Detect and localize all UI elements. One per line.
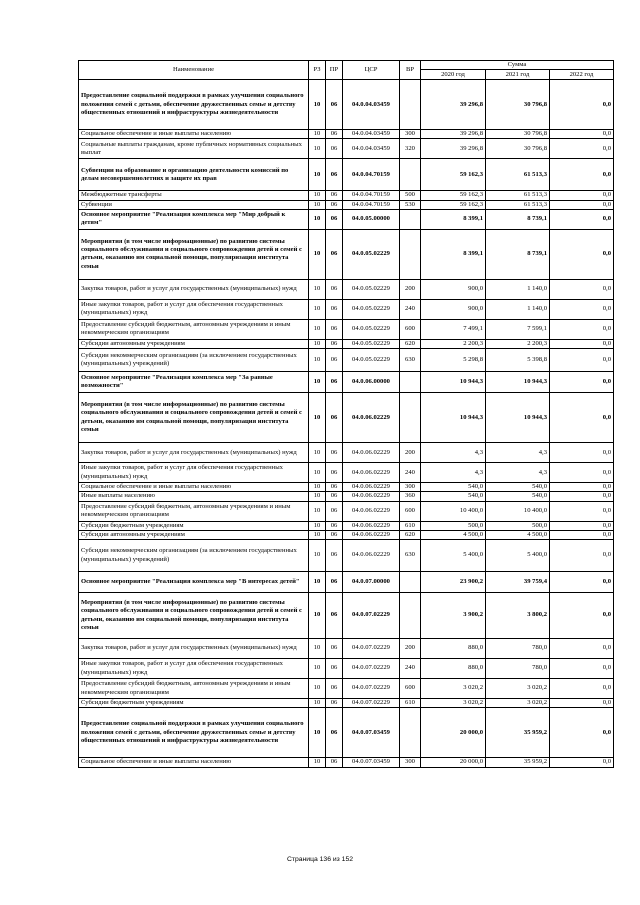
table-row <box>79 130 614 139</box>
row-name: Социальное обеспечение и иные выплаты населению <box>79 130 309 139</box>
row-sum-2022: 0,0 <box>550 593 614 639</box>
row-sum-2022: 0,0 <box>550 679 614 699</box>
row-vr: 240 <box>400 463 421 483</box>
row-pr: 06 <box>326 463 343 483</box>
row-sum-2021: 1 140,0 <box>486 299 550 319</box>
row-sum-2022: 0,0 <box>550 530 614 539</box>
row-sum-2021: 4 500,0 <box>486 530 550 539</box>
row-rz: 10 <box>309 159 326 191</box>
row-sum-2022: 0,0 <box>550 483 614 492</box>
row-pr: 06 <box>326 209 343 229</box>
row-sum-2021: 4,3 <box>486 463 550 483</box>
row-sum-2021: 61 513,3 <box>486 200 550 209</box>
header-pr: ПР <box>326 61 343 80</box>
row-sum-2021: 5 398,8 <box>486 349 550 372</box>
row-rz: 10 <box>309 530 326 539</box>
row-vr: 200 <box>400 443 421 463</box>
row-csr: 04.0.06.02229 <box>343 393 400 443</box>
row-vr <box>400 159 421 191</box>
row-vr <box>400 708 421 758</box>
row-name: Субсидии автономным учреждениям <box>79 339 309 348</box>
row-pr: 06 <box>326 372 343 393</box>
row-name: Мероприятия (в том числе информационные) по развитию системы социального обслуживания и социального сопровождения детей и семей с детьми, оказанию им социальной помощи, популяризация института семьи <box>79 229 309 279</box>
row-sum-2020: 4,3 <box>421 443 486 463</box>
row-csr: 04.0.04.03459 <box>343 80 400 130</box>
table-row <box>79 200 614 209</box>
row-pr: 06 <box>326 659 343 679</box>
row-pr: 06 <box>326 572 343 593</box>
table-row <box>79 372 614 393</box>
row-pr: 06 <box>326 443 343 463</box>
row-sum-2022: 0,0 <box>550 191 614 200</box>
row-sum-2022: 0,0 <box>550 758 614 767</box>
row-sum-2022: 0,0 <box>550 299 614 319</box>
table-row <box>79 349 614 372</box>
row-sum-2020: 900,0 <box>421 279 486 299</box>
document-page <box>78 60 613 768</box>
row-name: Предоставление субсидий бюджетным, автономным учреждениям и иным некоммерческим организациям <box>79 319 309 339</box>
table-row <box>79 679 614 699</box>
table-row <box>79 639 614 659</box>
row-vr <box>400 372 421 393</box>
row-name: Основное мероприятие "Реализация комплекса мер "В интересах детей" <box>79 572 309 593</box>
row-vr: 300 <box>400 758 421 767</box>
row-sum-2022: 0,0 <box>550 229 614 279</box>
row-csr: 04.0.06.02229 <box>343 540 400 572</box>
row-sum-2021: 780,0 <box>486 659 550 679</box>
row-csr: 04.0.07.02229 <box>343 699 400 708</box>
row-name: Социальные выплаты гражданам, кроме публичных нормативных социальных выплат <box>79 139 309 159</box>
row-sum-2020: 39 296,8 <box>421 130 486 139</box>
row-csr: 04.0.07.02229 <box>343 659 400 679</box>
row-csr: 04.0.06.00000 <box>343 372 400 393</box>
row-sum-2022: 0,0 <box>550 130 614 139</box>
row-name: Субвенции <box>79 200 309 209</box>
row-csr: 04.0.05.02229 <box>343 339 400 348</box>
row-rz: 10 <box>309 593 326 639</box>
row-rz: 10 <box>309 679 326 699</box>
row-sum-2020: 3 900,2 <box>421 593 486 639</box>
row-vr: 530 <box>400 200 421 209</box>
row-pr: 06 <box>326 139 343 159</box>
row-sum-2020: 10 944,3 <box>421 372 486 393</box>
row-sum-2020: 59 162,3 <box>421 200 486 209</box>
row-rz: 10 <box>309 279 326 299</box>
row-rz: 10 <box>309 639 326 659</box>
row-name: Социальное обеспечение и иные выплаты населению <box>79 758 309 767</box>
row-csr: 04.0.07.02229 <box>343 593 400 639</box>
row-vr: 240 <box>400 659 421 679</box>
row-csr: 04.0.06.02229 <box>343 521 400 530</box>
table-row <box>79 339 614 348</box>
row-rz: 10 <box>309 492 326 501</box>
row-rz: 10 <box>309 483 326 492</box>
row-sum-2022: 0,0 <box>550 372 614 393</box>
row-rz: 10 <box>309 463 326 483</box>
row-vr: 300 <box>400 483 421 492</box>
row-sum-2022: 0,0 <box>550 279 614 299</box>
row-csr: 04.0.04.03459 <box>343 130 400 139</box>
row-rz: 10 <box>309 200 326 209</box>
row-csr: 04.0.07.02229 <box>343 679 400 699</box>
row-pr: 06 <box>326 593 343 639</box>
row-sum-2020: 900,0 <box>421 299 486 319</box>
row-sum-2022: 0,0 <box>550 339 614 348</box>
table-row <box>79 492 614 501</box>
row-sum-2020: 880,0 <box>421 639 486 659</box>
table-row <box>79 393 614 443</box>
row-pr: 06 <box>326 708 343 758</box>
row-pr: 06 <box>326 80 343 130</box>
row-sum-2020: 5 298,8 <box>421 349 486 372</box>
table-row <box>79 159 614 191</box>
row-pr: 06 <box>326 492 343 501</box>
row-sum-2020: 500,0 <box>421 521 486 530</box>
row-pr: 06 <box>326 159 343 191</box>
table-row <box>79 758 614 767</box>
row-csr: 04.0.06.02229 <box>343 501 400 521</box>
header-year-2022: 2022 год <box>550 70 614 80</box>
table-row <box>79 593 614 639</box>
row-vr: 300 <box>400 130 421 139</box>
row-rz: 10 <box>309 708 326 758</box>
row-sum-2021: 5 400,0 <box>486 540 550 572</box>
table-row <box>79 279 614 299</box>
row-csr: 04.0.05.00000 <box>343 209 400 229</box>
table-row <box>79 572 614 593</box>
row-vr: 630 <box>400 349 421 372</box>
row-rz: 10 <box>309 339 326 348</box>
table-row <box>79 319 614 339</box>
row-rz: 10 <box>309 758 326 767</box>
row-pr: 06 <box>326 229 343 279</box>
row-rz: 10 <box>309 443 326 463</box>
row-sum-2022: 0,0 <box>550 209 614 229</box>
header-sum: Сумма <box>421 61 614 70</box>
row-vr: 600 <box>400 679 421 699</box>
row-sum-2020: 10 944,3 <box>421 393 486 443</box>
row-name: Мероприятия (в том числе информационные) по развитию системы социального обслуживания и социального сопровождения детей и семей с детьми, оказанию им социальной помощи, популяризация института семьи <box>79 593 309 639</box>
table-row <box>79 299 614 319</box>
row-csr: 04.0.04.70159 <box>343 159 400 191</box>
row-csr: 04.0.04.03459 <box>343 139 400 159</box>
row-sum-2020: 10 400,0 <box>421 501 486 521</box>
row-pr: 06 <box>326 191 343 200</box>
row-csr: 04.0.07.02229 <box>343 639 400 659</box>
row-sum-2022: 0,0 <box>550 540 614 572</box>
row-sum-2020: 5 400,0 <box>421 540 486 572</box>
row-pr: 06 <box>326 393 343 443</box>
row-sum-2021: 10 400,0 <box>486 501 550 521</box>
row-sum-2021: 39 759,4 <box>486 572 550 593</box>
row-sum-2022: 0,0 <box>550 659 614 679</box>
table-row <box>79 501 614 521</box>
row-name: Субсидии автономным учреждениям <box>79 530 309 539</box>
header-csr: ЦСР <box>343 61 400 80</box>
row-vr: 600 <box>400 501 421 521</box>
table-row <box>79 659 614 679</box>
row-name: Субсидии некоммерческим организациям (за исключением государственных (муниципальных) учреждений) <box>79 349 309 372</box>
row-pr: 06 <box>326 699 343 708</box>
row-sum-2022: 0,0 <box>550 699 614 708</box>
row-sum-2021: 35 959,2 <box>486 758 550 767</box>
row-sum-2020: 4 500,0 <box>421 530 486 539</box>
row-rz: 10 <box>309 139 326 159</box>
row-sum-2021: 3 800,2 <box>486 593 550 639</box>
row-sum-2021: 8 739,1 <box>486 209 550 229</box>
row-vr <box>400 229 421 279</box>
row-name: Межбюджетные трансферты <box>79 191 309 200</box>
row-name: Мероприятия (в том числе информационные) по развитию системы социального обслуживания и социального сопровождения детей и семей с детьми, оказанию им социальной помощи, популяризация института семьи <box>79 393 309 443</box>
row-sum-2020: 20 000,0 <box>421 758 486 767</box>
header-vr: ВР <box>400 61 421 80</box>
row-sum-2021: 30 796,8 <box>486 80 550 130</box>
row-csr: 04.0.06.02229 <box>343 463 400 483</box>
row-sum-2020: 880,0 <box>421 659 486 679</box>
row-pr: 06 <box>326 319 343 339</box>
row-name: Основное мероприятие "Реализация комплекса мер "Мир добрый к детям" <box>79 209 309 229</box>
row-csr: 04.0.05.02229 <box>343 349 400 372</box>
header-year-2020: 2020 год <box>421 70 486 80</box>
row-name: Предоставление субсидий бюджетным, автономным учреждениям и иным некоммерческим организациям <box>79 501 309 521</box>
row-pr: 06 <box>326 200 343 209</box>
row-name: Основное мероприятие "Реализация комплекса мер "За равные возможности" <box>79 372 309 393</box>
row-name: Иные закупки товаров, работ и услуг для обеспечения государственных (муниципальных) нужд <box>79 299 309 319</box>
row-sum-2021: 61 513,3 <box>486 191 550 200</box>
row-sum-2022: 0,0 <box>550 521 614 530</box>
table-row <box>79 443 614 463</box>
row-sum-2021: 540,0 <box>486 492 550 501</box>
table-row <box>79 483 614 492</box>
row-sum-2022: 0,0 <box>550 319 614 339</box>
row-csr: 04.0.07.03459 <box>343 758 400 767</box>
row-vr: 620 <box>400 339 421 348</box>
row-vr <box>400 80 421 130</box>
row-vr <box>400 572 421 593</box>
row-rz: 10 <box>309 393 326 443</box>
row-pr: 06 <box>326 679 343 699</box>
row-name: Закупка товаров, работ и услуг для государственных (муниципальных) нужд <box>79 639 309 659</box>
row-sum-2022: 0,0 <box>550 708 614 758</box>
page-number: Страница 136 из 152 <box>286 856 354 863</box>
row-sum-2020: 2 200,3 <box>421 339 486 348</box>
row-sum-2021: 1 140,0 <box>486 279 550 299</box>
row-sum-2020: 59 162,3 <box>421 191 486 200</box>
row-name: Субсидии некоммерческим организациям (за исключением государственных (муниципальных) учреждений) <box>79 540 309 572</box>
row-csr: 04.0.06.02229 <box>343 483 400 492</box>
header-name: Наименование <box>79 61 309 80</box>
row-sum-2021: 500,0 <box>486 521 550 530</box>
row-sum-2020: 540,0 <box>421 483 486 492</box>
row-rz: 10 <box>309 229 326 279</box>
row-pr: 06 <box>326 339 343 348</box>
header-rz: РЗ <box>309 61 326 80</box>
row-sum-2022: 0,0 <box>550 200 614 209</box>
row-sum-2021: 61 513,3 <box>486 159 550 191</box>
row-pr: 06 <box>326 130 343 139</box>
table-row <box>79 191 614 200</box>
row-rz: 10 <box>309 372 326 393</box>
row-sum-2021: 30 796,8 <box>486 139 550 159</box>
row-vr: 610 <box>400 699 421 708</box>
row-sum-2021: 2 200,3 <box>486 339 550 348</box>
table-row <box>79 540 614 572</box>
row-vr <box>400 209 421 229</box>
row-sum-2020: 7 499,1 <box>421 319 486 339</box>
row-name: Социальное обеспечение и иные выплаты населению <box>79 483 309 492</box>
row-rz: 10 <box>309 521 326 530</box>
table-row <box>79 209 614 229</box>
row-vr <box>400 593 421 639</box>
row-sum-2021: 10 944,3 <box>486 393 550 443</box>
row-rz: 10 <box>309 699 326 708</box>
row-sum-2021: 540,0 <box>486 483 550 492</box>
row-pr: 06 <box>326 758 343 767</box>
budget-table <box>78 60 614 768</box>
row-csr: 04.0.05.02229 <box>343 299 400 319</box>
row-name: Предоставление социальной поддержки в рамках улучшения социального положения семей с детьми, обеспечение дружественных семье и детству общественных отношений и инфраструктуры жизнедеятельности <box>79 708 309 758</box>
row-sum-2020: 23 900,2 <box>421 572 486 593</box>
row-csr: 04.0.06.02229 <box>343 443 400 463</box>
row-csr: 04.0.07.00000 <box>343 572 400 593</box>
row-csr: 04.0.06.02229 <box>343 492 400 501</box>
row-sum-2022: 0,0 <box>550 393 614 443</box>
table-row <box>79 521 614 530</box>
table-row <box>79 708 614 758</box>
row-rz: 10 <box>309 319 326 339</box>
row-sum-2022: 0,0 <box>550 501 614 521</box>
row-sum-2021: 35 959,2 <box>486 708 550 758</box>
row-vr: 200 <box>400 279 421 299</box>
row-sum-2021: 3 020,2 <box>486 699 550 708</box>
row-sum-2022: 0,0 <box>550 572 614 593</box>
row-name: Иные закупки товаров, работ и услуг для обеспечения государственных (муниципальных) нужд <box>79 659 309 679</box>
row-sum-2021: 780,0 <box>486 639 550 659</box>
table-row <box>79 699 614 708</box>
row-sum-2021: 10 944,3 <box>486 372 550 393</box>
row-rz: 10 <box>309 659 326 679</box>
row-rz: 10 <box>309 191 326 200</box>
row-sum-2021: 3 020,2 <box>486 679 550 699</box>
row-sum-2020: 39 296,8 <box>421 80 486 130</box>
row-csr: 04.0.06.02229 <box>343 530 400 539</box>
row-sum-2022: 0,0 <box>550 443 614 463</box>
row-pr: 06 <box>326 349 343 372</box>
row-vr <box>400 393 421 443</box>
table-row <box>79 463 614 483</box>
row-sum-2022: 0,0 <box>550 80 614 130</box>
row-name: Субсидии бюджетным учреждениям <box>79 521 309 530</box>
table-body <box>79 80 614 767</box>
row-rz: 10 <box>309 501 326 521</box>
row-vr: 620 <box>400 530 421 539</box>
row-rz: 10 <box>309 540 326 572</box>
row-sum-2022: 0,0 <box>550 463 614 483</box>
row-pr: 06 <box>326 279 343 299</box>
row-vr: 320 <box>400 139 421 159</box>
row-sum-2021: 30 796,8 <box>486 130 550 139</box>
row-pr: 06 <box>326 521 343 530</box>
row-csr: 04.0.05.02229 <box>343 279 400 299</box>
table-row <box>79 530 614 539</box>
row-csr: 04.0.04.70159 <box>343 191 400 200</box>
row-pr: 06 <box>326 540 343 572</box>
row-vr: 360 <box>400 492 421 501</box>
row-csr: 04.0.05.02229 <box>343 319 400 339</box>
row-name: Закупка товаров, работ и услуг для государственных (муниципальных) нужд <box>79 443 309 463</box>
row-name: Иные выплаты населению <box>79 492 309 501</box>
row-name: Субсидии бюджетным учреждениям <box>79 699 309 708</box>
row-vr: 610 <box>400 521 421 530</box>
row-sum-2021: 4,3 <box>486 443 550 463</box>
row-pr: 06 <box>326 483 343 492</box>
row-csr: 04.0.05.02229 <box>343 229 400 279</box>
table-row <box>79 80 614 130</box>
row-rz: 10 <box>309 299 326 319</box>
row-sum-2021: 8 739,1 <box>486 229 550 279</box>
row-pr: 06 <box>326 299 343 319</box>
header-year-2021: 2021 год <box>486 70 550 80</box>
row-sum-2020: 39 296,8 <box>421 139 486 159</box>
row-vr: 600 <box>400 319 421 339</box>
row-sum-2020: 20 000,0 <box>421 708 486 758</box>
row-sum-2022: 0,0 <box>550 639 614 659</box>
row-sum-2021: 7 599,1 <box>486 319 550 339</box>
row-name: Предоставление субсидий бюджетным, автономным учреждениям и иным некоммерческим организациям <box>79 679 309 699</box>
row-sum-2022: 0,0 <box>550 349 614 372</box>
row-rz: 10 <box>309 349 326 372</box>
row-sum-2020: 540,0 <box>421 492 486 501</box>
table-row <box>79 229 614 279</box>
row-vr: 200 <box>400 639 421 659</box>
row-rz: 10 <box>309 80 326 130</box>
row-sum-2022: 0,0 <box>550 492 614 501</box>
row-name: Иные закупки товаров, работ и услуг для обеспечения государственных (муниципальных) нужд <box>79 463 309 483</box>
row-sum-2020: 8 399,1 <box>421 229 486 279</box>
row-name: Предоставление социальной поддержки в рамках улучшения социального положения семей с детьми, обеспечение дружественных семье и детству общественных отношений и инфраструктуры жизнедеятельности <box>79 80 309 130</box>
row-vr: 630 <box>400 540 421 572</box>
row-sum-2020: 3 020,2 <box>421 699 486 708</box>
row-sum-2022: 0,0 <box>550 139 614 159</box>
row-sum-2022: 0,0 <box>550 159 614 191</box>
row-rz: 10 <box>309 130 326 139</box>
row-pr: 06 <box>326 501 343 521</box>
row-csr: 04.0.04.70159 <box>343 200 400 209</box>
table-row <box>79 139 614 159</box>
row-rz: 10 <box>309 572 326 593</box>
row-sum-2020: 3 020,2 <box>421 679 486 699</box>
row-pr: 06 <box>326 530 343 539</box>
row-pr: 06 <box>326 639 343 659</box>
row-vr: 240 <box>400 299 421 319</box>
row-csr: 04.0.07.03459 <box>343 708 400 758</box>
row-vr: 500 <box>400 191 421 200</box>
row-sum-2020: 8 399,1 <box>421 209 486 229</box>
row-sum-2020: 4,3 <box>421 463 486 483</box>
row-rz: 10 <box>309 209 326 229</box>
row-name: Закупка товаров, работ и услуг для государственных (муниципальных) нужд <box>79 279 309 299</box>
row-name: Субвенции на образование и организацию деятельности комиссий по делам несовершеннолетних и защите их прав <box>79 159 309 191</box>
row-sum-2020: 59 162,3 <box>421 159 486 191</box>
